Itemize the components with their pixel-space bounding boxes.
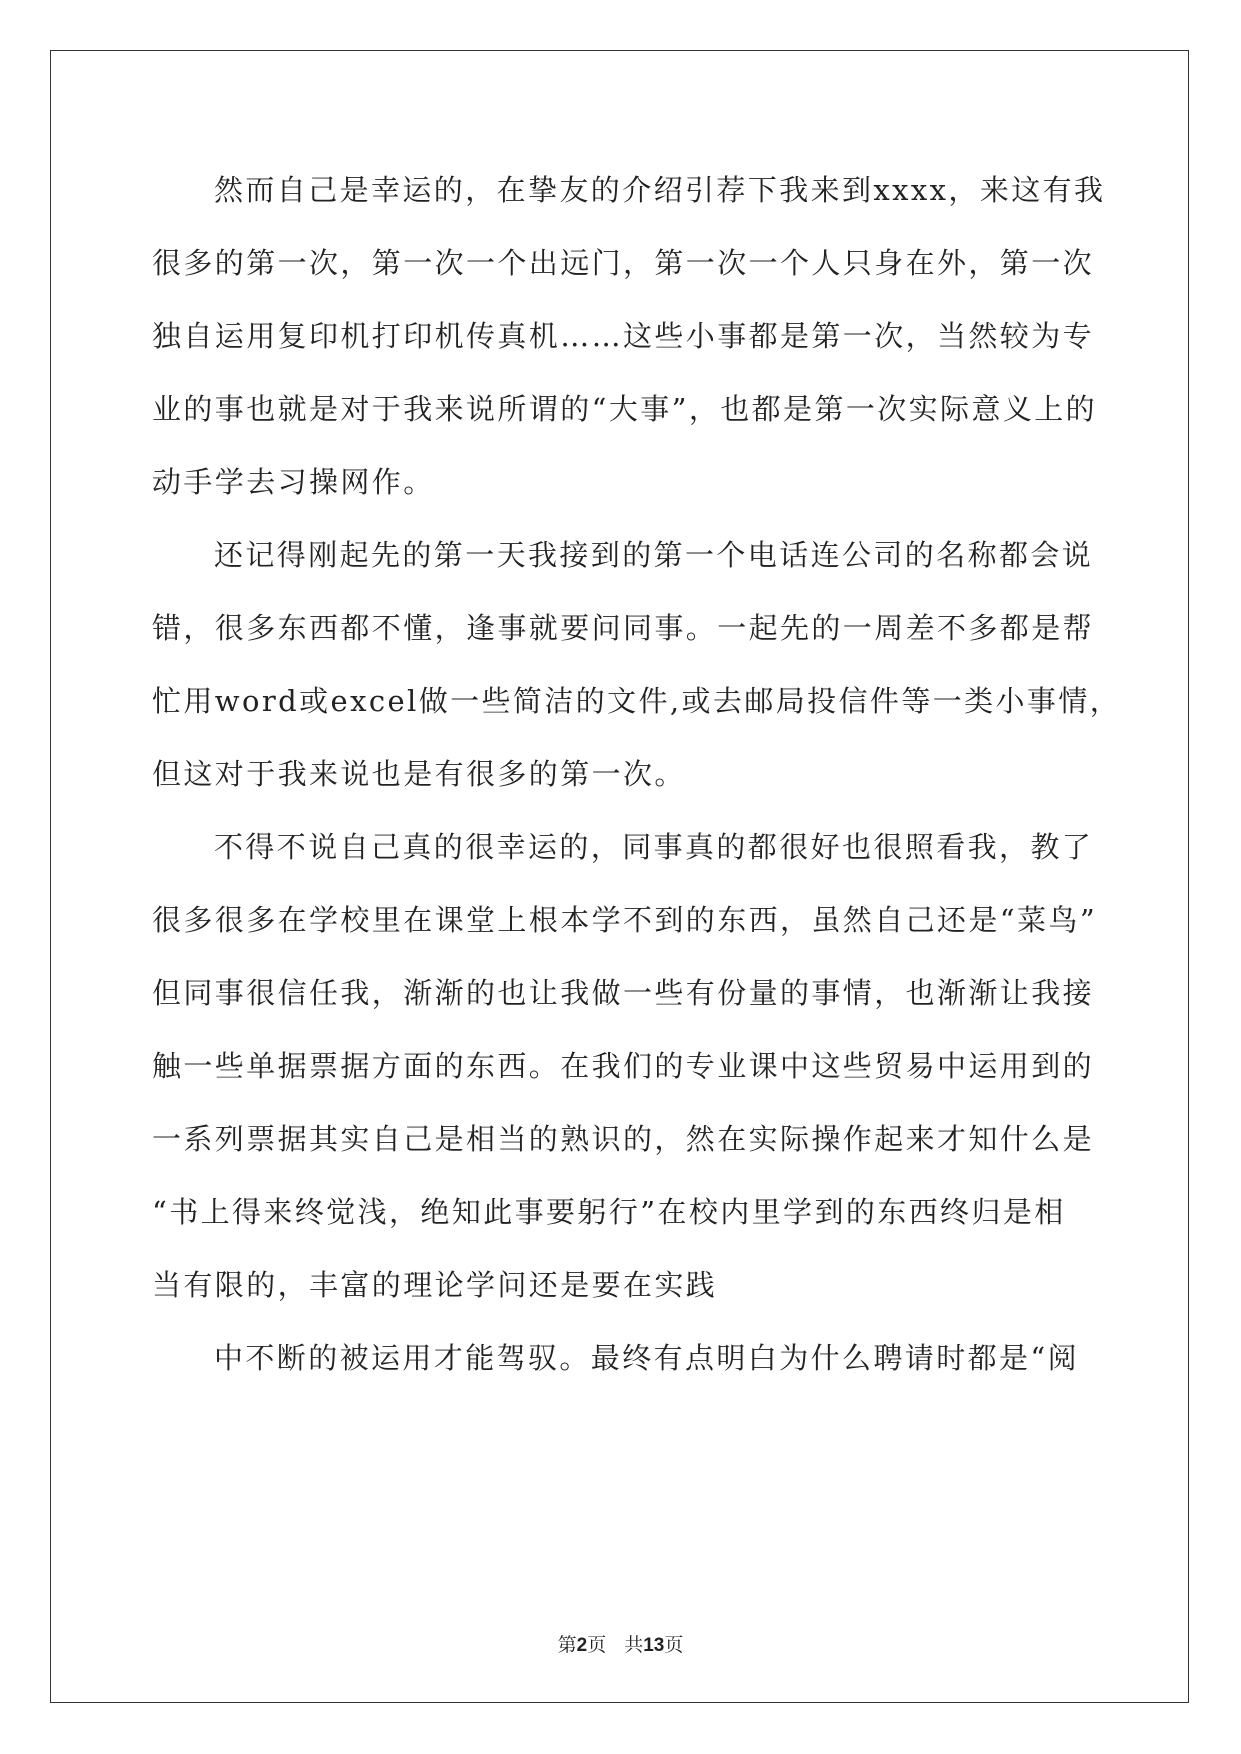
text-line: 很多很多在学校里在课堂上根本学不到的东西，虽然自己还是“菜鸟” [152,903,1098,937]
text-line: 但这对于我来说也是有很多的第一次。 [152,757,686,791]
total-suffix: 页 [664,1634,684,1656]
text-line: 还记得刚起先的第一天我接到的第一个电话连公司的名称都会说 [214,538,1094,572]
text-line: “书上得来终觉浅，绝知此事要躬行”在校内里学到的东西终归是相 [152,1195,1066,1229]
text-line: 不得不说自己真的很幸运的，同事真的都很好也很照看我，教了 [214,830,1094,864]
total-pages: 13 [643,1635,665,1656]
text-line: 当有限的，丰富的理论学问还是要在实践 [152,1268,718,1302]
text-line: 一系列票据其实自己是相当的熟识的，然在实际操作起来才知什么是 [152,1122,1095,1156]
text-line: 然而自己是幸运的，在挚友的介绍引荐下我来到xxxx，来这有我 [214,173,1106,207]
page-suffix: 页 [587,1634,607,1656]
text-line: 很多的第一次，第一次一个出远门，第一次一个人只身在外，第一次 [152,246,1095,280]
paragraph-1 [152,154,1106,519]
paragraph-4 [152,1322,1087,1395]
paragraph-2 [152,519,1122,811]
text-line: 业的事也就是对于我来说所谓的“大事”，也都是第一次实际意义上的 [152,392,1098,426]
text-line: 中不断的被运用才能驾驭。最终有点明白为什么聘请时都是“阅 [214,1341,1080,1375]
page-footer [0,1630,1241,1657]
text-line: 动手学去习操网作。 [152,465,435,499]
total-prefix: 共 [624,1634,644,1656]
page-number: 2 [576,1635,588,1656]
text-line: 独自运用复印机打印机传真机……这些小事都是第一次，当然较为专 [152,319,1095,353]
page-prefix: 第 [557,1634,577,1656]
paragraph-3 [152,811,1098,1322]
text-line: 但同事很信任我，渐渐的也让我做一些有份量的事情，也渐渐让我接 [152,976,1095,1010]
text-line: 错，很多东西都不懂，逢事就要问同事。一起先的一周差不多都是帮 [152,611,1095,645]
document-body [152,154,1122,1395]
text-line: 忙用word或excel做一些简洁的文件,或去邮局投信件等一类小事情， [152,684,1122,718]
text-line: 触一些单据票据方面的东西。在我们的专业课中这些贸易中运用到的 [152,1049,1095,1083]
